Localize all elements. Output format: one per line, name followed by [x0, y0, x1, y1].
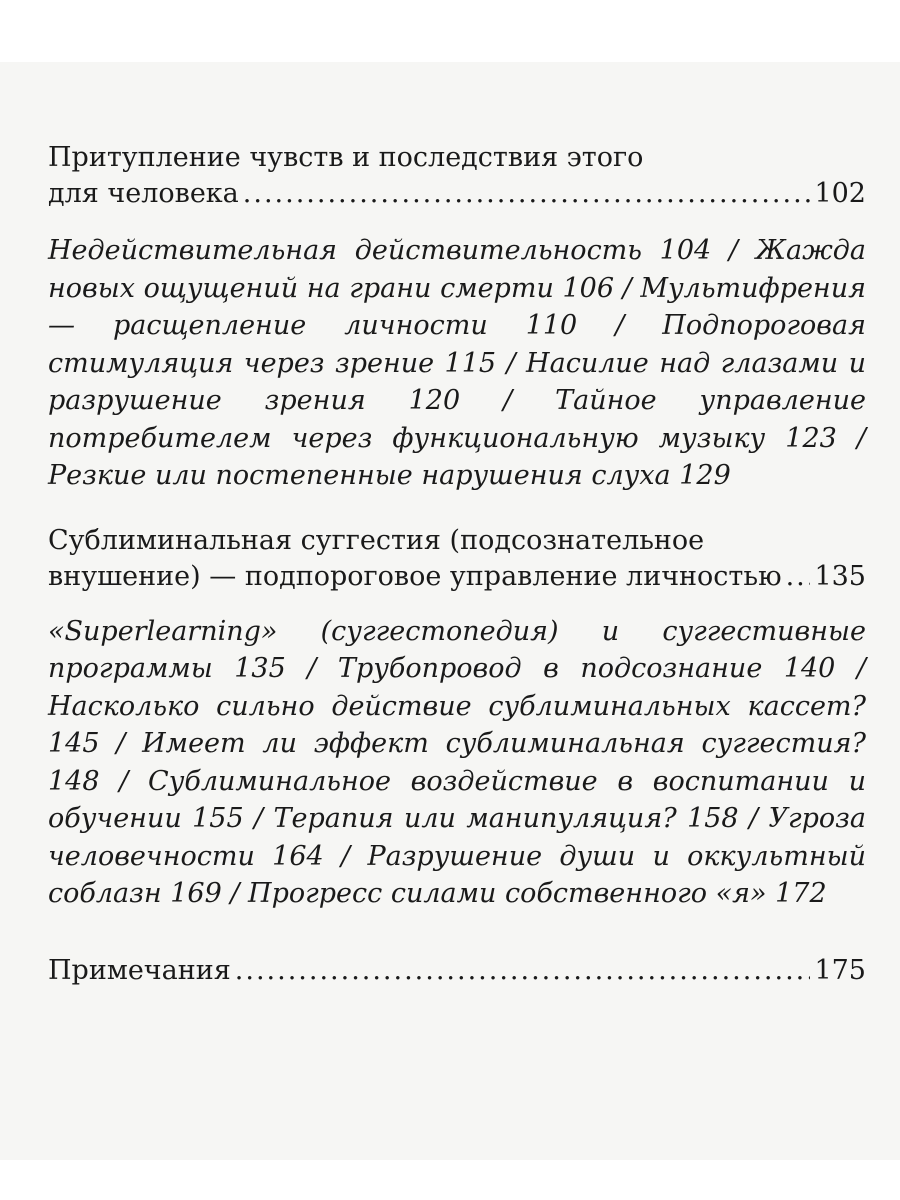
dot-leader — [235, 953, 811, 989]
toc-entry-leader-line — [48, 176, 866, 212]
toc-entry-leader-line — [48, 953, 866, 989]
toc-entry-title-line: Притупление чувств и последствия этого — [48, 142, 644, 173]
toc-entry-leader-line — [48, 559, 866, 595]
toc-entry-title-line: внушение) — подпороговое управление личностью — [48, 560, 782, 592]
toc-page-number: 175 — [814, 954, 866, 986]
page-top-margin — [0, 0, 900, 62]
toc-entry-description: Недействительная действительность 104 / Жажда новых ощущений на грани смерти 106 / Мультифрения — расщепление личности 110 / Подпороговая стимуляция через зрение 115 / Насилие над глазами и разрушение зрения 120 / Тайное управление потребителем через функциональную музыку 123 / Резкие или постепенные нарушения слуха 129 — [48, 235, 866, 491]
toc-entry-notes — [48, 953, 866, 989]
toc-entry-title-line: Сублиминальная суггестия (подсознательное — [48, 524, 705, 556]
toc-entry-title: Примечания — [48, 954, 231, 986]
page-bottom-margin — [0, 1160, 900, 1200]
toc-entry-blunting-of-senses — [48, 140, 866, 212]
toc-page-number: 135 — [814, 560, 866, 592]
dot-leader — [243, 176, 811, 212]
toc-page-number: 102 — [814, 178, 866, 209]
dot-leader — [786, 559, 811, 595]
toc-entry-title-line: для человека — [48, 178, 239, 209]
table-of-contents — [48, 140, 866, 989]
toc-entry-subliminal-suggestion — [48, 523, 866, 595]
toc-entry-description: «Superlearning» (суггестопедия) и суггестивные программы 135 / Трубопровод в подсознание 140 / Насколько сильно действие сублиминальных кассет? 145 / Имеет ли эффект сублиминальная суггестия? 148 / Сублиминальное воздействие в воспитании и обучении 155 / Терапия или манипуляция? 158 / Угроза человечности 164 / Разрушение души и оккультный соблазн 169 / Прогресс силами собственного «я» 172 — [48, 615, 866, 909]
